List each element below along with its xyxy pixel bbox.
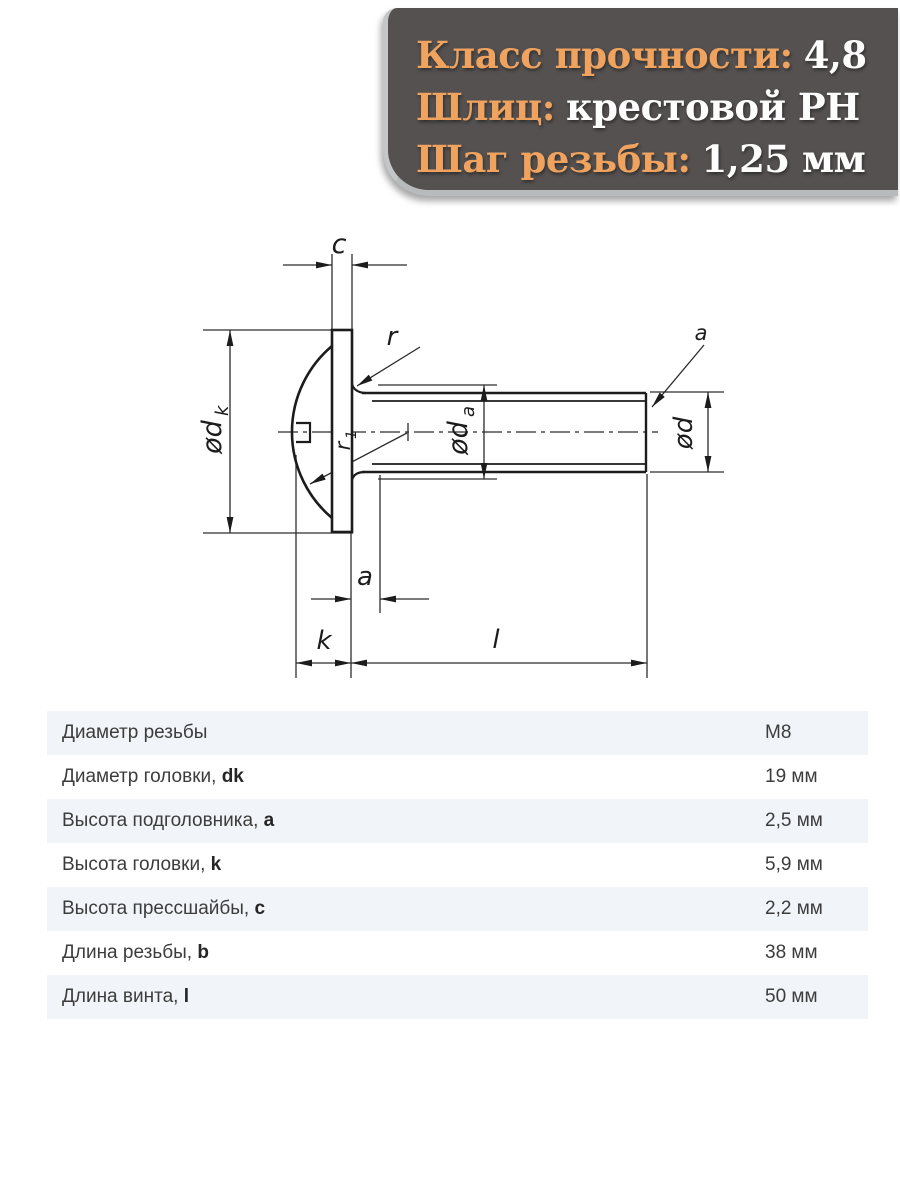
table-row (47, 931, 868, 975)
svg-text:ød: ød (197, 420, 228, 454)
spec-value: 5,9 мм (765, 854, 823, 875)
svg-text:r: r (331, 441, 355, 451)
label-a-dim: a (357, 562, 373, 592)
spec-label: Длина винта, l (62, 986, 189, 1007)
dimension-labels (197, 229, 707, 656)
label-phi-da (443, 406, 479, 456)
banner-key: Шаг резьбы: (416, 137, 691, 181)
banner-value: крестовой PH (565, 85, 860, 129)
label-c: c (331, 229, 347, 260)
spec-label: Диаметр резьбы (62, 722, 208, 743)
banner-key: Шлиц: (416, 85, 555, 129)
banner-value: 4,8 (803, 33, 867, 77)
fillet-bottom (352, 472, 365, 480)
spec-value: 19 мм (765, 766, 818, 787)
svg-text:ød: ød (443, 421, 474, 455)
spec-label: Высота головки, k (62, 854, 222, 875)
spec-label: Высота подголовника, a (62, 810, 275, 831)
leader-a (652, 345, 704, 407)
leader-r1 (310, 433, 407, 484)
spec-value: M8 (765, 722, 792, 743)
spec-value: 2,2 мм (765, 898, 823, 919)
label-phi-dk (197, 404, 233, 455)
label-k-dim: k (316, 626, 332, 656)
table-row (47, 755, 868, 799)
svg-text:a: a (458, 405, 479, 417)
spec-label: Высота прессшайбы, c (62, 898, 266, 919)
label-a-callout: a (694, 321, 708, 345)
svg-text:k: k (212, 405, 233, 416)
table-row (47, 887, 868, 931)
spec-value: 2,5 мм (765, 810, 823, 831)
spec-value: 50 мм (765, 986, 818, 1007)
table-row (47, 711, 868, 755)
spec-table (47, 711, 868, 1019)
spec-label: Длина резьбы, b (62, 942, 209, 963)
label-phi-d (669, 416, 699, 450)
svg-text:1: 1 (344, 430, 360, 439)
label-l-dim: l (492, 625, 500, 655)
leader-r (357, 347, 420, 386)
spec-label: Диаметр головки, dk (62, 766, 244, 787)
label-r: r (386, 322, 398, 352)
svg-text:ød: ød (669, 416, 699, 450)
table-row (47, 843, 868, 887)
spec-value: 38 мм (765, 942, 818, 963)
banner-value: 1,25 мм (701, 137, 866, 181)
banner-key: Класс прочности: (416, 33, 793, 77)
table-row (47, 975, 868, 1019)
table-row (47, 799, 868, 843)
